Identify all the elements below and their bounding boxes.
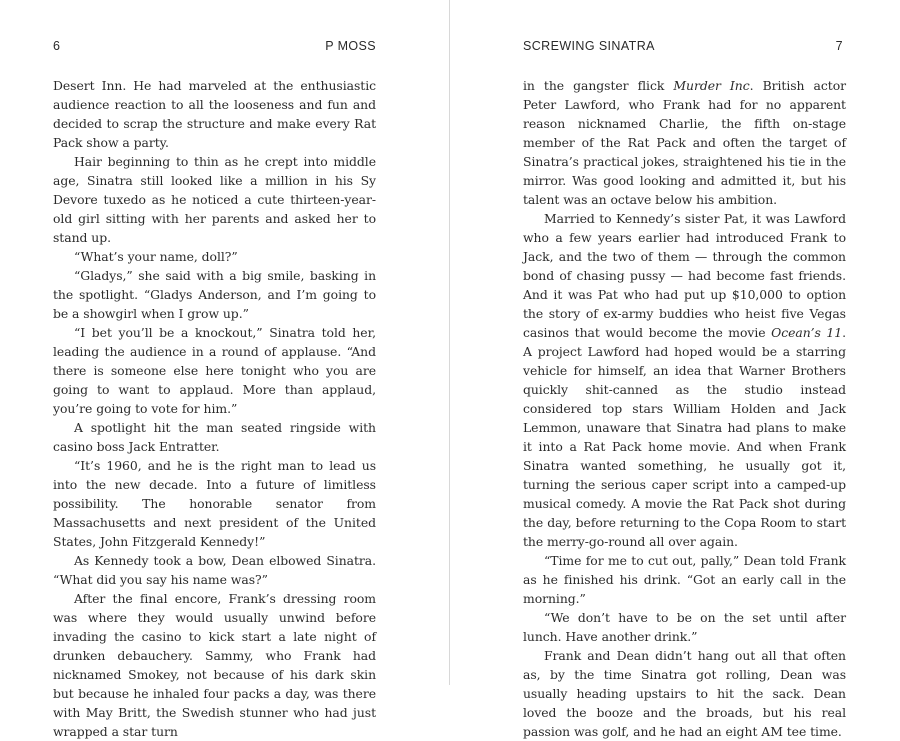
paragraph: “What’s your name, doll?” [74, 249, 238, 264]
text-run: . A project Lawford had hoped would be a starring vehicle for himself, an idea that Warner Brothers quickly shit-canned as the studio instead considered top stars William Holden and Jack Lemmon, unaware that Sinatra had plans to make it into a Rat Pack home movie. And when Frank Sinatra wanted something, he usually got it, turning the serious caper script into a camped-up musical comedy. A movie the Rat Pack shot during the day, before returning to the Copa Room to start the merry-go-round all over again. [523, 325, 846, 549]
left-page-body [53, 76, 376, 741]
paragraph: “Gladys,” she said with a big smile, basking in the spotlight. “Gladys Anderson, and I’m going to be a showgirl when I grow up.” [53, 268, 376, 321]
right-page-body [523, 76, 846, 741]
paragraph [523, 209, 846, 551]
page-number: 6 [53, 39, 61, 53]
right-page [451, 0, 900, 739]
paragraph: Hair beginning to thin as he crept into middle age, Sinatra still looked like a million in his Sy Devore tuxedo as he noticed a cute thirteen-year-old girl sitting with her parents and asked her to stand up. [53, 154, 376, 245]
paragraph: “It’s 1960, and he is the right man to lead us into the new decade. Into a future of limitless possibility. The honorable senator from Massachusetts and next president of the United States, John Fitzgerald Kennedy!” [53, 458, 376, 549]
left-page [0, 0, 449, 739]
page-number: 7 [835, 39, 843, 53]
paragraph: Frank and Dean didn’t hang out all that often as, by the time Sinatra got rolling, Dean was usually heading upstairs to hit the sack. Dean loved the booze and the broads, but his real passion was golf, and he had an eight AM tee time. [523, 648, 846, 739]
movie-title-oceans-11: Ocean’s 11 [771, 325, 843, 340]
paragraph: A spotlight hit the man seated ringside with casino boss Jack Entratter. [53, 420, 376, 454]
paragraph: Desert Inn. He had marveled at the enthusiastic audience reaction to all the looseness and fun and decided to scrap the structure and make every Rat Pack show a party. [53, 78, 376, 150]
movie-title-murder-inc: Murder Inc [673, 78, 750, 93]
paragraph: “Time for me to cut out, pally,” Dean told Frank as he finished his drink. “Got an early call in the morning.” [523, 553, 846, 606]
running-head-author: P MOSS [325, 39, 376, 53]
paragraph: As Kennedy took a bow, Dean elbowed Sinatra. “What did you say his name was?” [53, 553, 376, 587]
paragraph: “I bet you’ll be a knockout,” Sinatra told her, leading the audience in a round of applause. “And there is someone else here tonight who you are going to want to applaud. More than applaud, you’re going to vote for him.” [53, 325, 376, 416]
paragraph: “We don’t have to be on the set until after lunch. Have another drink.” [523, 610, 846, 644]
paragraph [523, 76, 846, 209]
page-gutter [449, 0, 450, 685]
text-run: . British actor Peter Lawford, who Frank had for no apparent reason nicknamed Charlie, the fifth on-stage member of the Rat Pack and often the target of Sinatra’s practical jokes, straightened his tie in the mirror. Was good looking and admitted it, but his talent was an octave below his ambition. [523, 78, 846, 207]
text-run: Married to Kennedy’s sister Pat, it was Lawford who a few years earlier had introduced Frank to Jack, and the two of them — through the common bond of chasing pussy — had become fast friends. And it was Pat who had put up $10,000 to option the story of ex-army buddies who heist five Vegas casinos that would become the movie [523, 211, 846, 340]
text-run: in the gangster flick [523, 78, 674, 93]
running-head-title: SCREWING SINATRA [523, 39, 655, 53]
paragraph: After the final encore, Frank’s dressing room was where they would usually unwind before invading the casino to kick start a late night of drunken debauchery. Sammy, who Frank had nicknamed Smokey, not because of his dark skin but because he inhaled four packs a day, was there with May Britt, the Swedish stunner who had just wrapped a star turn [53, 591, 376, 739]
